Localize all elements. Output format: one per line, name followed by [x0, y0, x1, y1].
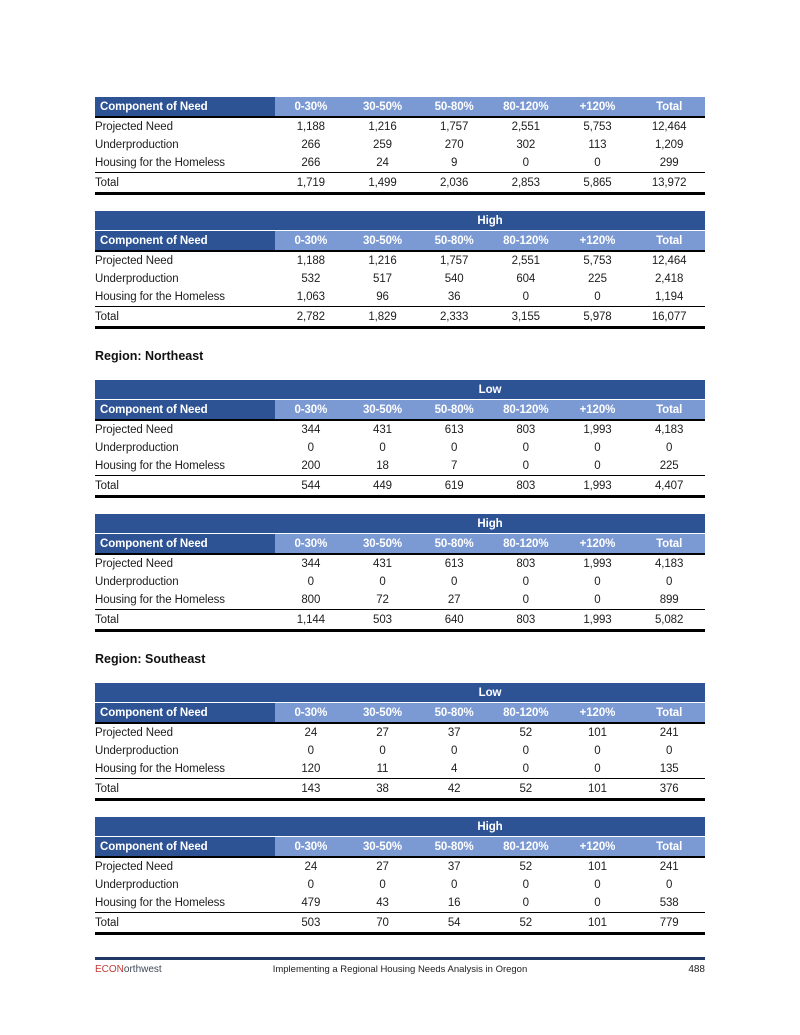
data-cell: 113	[588, 139, 607, 151]
footer-logo	[95, 964, 162, 975]
column-header: 80-120%	[490, 534, 562, 555]
data-cell: 613	[444, 424, 464, 436]
data-cell: 344	[301, 558, 321, 570]
scenario-banner-spacer	[95, 683, 275, 703]
column-header: +120%	[562, 534, 634, 555]
data-cell: 266	[301, 139, 321, 151]
component-of-need-table	[95, 817, 705, 935]
total-cell: 5,082	[633, 610, 705, 631]
data-cell: 11	[376, 763, 389, 775]
region-heading: Region: Northeast	[95, 349, 204, 363]
needs-table	[95, 211, 705, 329]
total-cell: 503	[275, 913, 347, 934]
row-label: Underproduction	[95, 745, 179, 757]
data-cell: 0	[594, 291, 601, 303]
total-cell: 3,155	[490, 307, 562, 328]
data-cell: 0	[522, 763, 529, 775]
data-cell: 241	[659, 861, 679, 873]
total-row-label: Total	[95, 307, 275, 328]
column-header-row	[95, 837, 705, 858]
data-cell: 259	[373, 139, 392, 151]
data-cell: 0	[522, 594, 529, 606]
footer-logo-northwest: orthwest	[123, 964, 162, 975]
column-header-component: Component of Need	[95, 231, 275, 252]
data-cell: 1,993	[583, 558, 612, 570]
scenario-banner-row	[95, 380, 705, 400]
total-cell: 640	[418, 610, 490, 631]
data-cell: 517	[373, 273, 392, 285]
needs-table	[95, 514, 705, 632]
data-cell: 241	[659, 727, 679, 739]
row-label: Housing for the Homeless	[95, 291, 225, 303]
column-header-component: Component of Need	[95, 534, 275, 555]
scenario-banner-label: High	[275, 817, 705, 837]
data-cell: 0	[450, 745, 458, 757]
column-header: 0-30%	[275, 400, 347, 421]
data-cell: 1,757	[440, 121, 469, 133]
data-cell: 604	[516, 273, 536, 285]
row-label: Housing for the Homeless	[95, 594, 225, 606]
column-header: 50-80%	[418, 97, 490, 117]
total-cell: 803	[490, 610, 562, 631]
data-cell: 2,418	[655, 273, 684, 285]
total-row-label: Total	[95, 173, 275, 194]
data-cell: 0	[450, 576, 458, 588]
data-cell: 0	[594, 594, 601, 606]
column-header: +120%	[562, 97, 634, 117]
row-label: Projected Need	[95, 727, 173, 739]
footer-title: Implementing a Regional Housing Needs Analysis in Oregon	[272, 964, 528, 975]
table-row	[95, 876, 705, 894]
data-cell: 479	[301, 897, 321, 909]
page-content	[95, 97, 705, 935]
data-cell: 532	[301, 273, 321, 285]
total-cell: 544	[275, 476, 347, 497]
data-cell: 0	[522, 879, 529, 891]
total-cell: 101	[562, 913, 634, 934]
data-cell: 0	[522, 897, 529, 909]
data-cell: 0	[307, 745, 314, 757]
table-row	[95, 573, 705, 591]
total-cell: 52	[490, 779, 562, 800]
table-row	[95, 894, 705, 913]
data-cell: 4	[450, 763, 458, 775]
data-cell: 1,216	[368, 255, 397, 267]
total-cell: 38	[347, 779, 419, 800]
column-header: 30-50%	[347, 837, 419, 858]
data-cell: 0	[450, 879, 458, 891]
data-cell: 1,993	[583, 424, 612, 436]
column-header-component: Component of Need	[95, 703, 275, 724]
scenario-banner-label: High	[275, 211, 705, 231]
data-cell: 27	[376, 861, 389, 873]
data-cell: 1,757	[440, 255, 469, 267]
table-row	[95, 439, 705, 457]
data-cell: 266	[301, 157, 321, 169]
column-header: Total	[633, 534, 705, 555]
data-cell: 24	[376, 157, 389, 169]
data-cell: 1,063	[296, 291, 325, 303]
row-label: Housing for the Homeless	[95, 897, 225, 909]
table-row	[95, 723, 705, 742]
column-header: 50-80%	[418, 703, 490, 724]
data-cell: 0	[665, 442, 673, 454]
data-cell: 2,551	[511, 121, 540, 133]
data-cell: 803	[516, 558, 536, 570]
total-row-label: Total	[95, 779, 275, 800]
total-cell: 2,782	[275, 307, 347, 328]
data-cell: 1,209	[655, 139, 684, 151]
data-cell: 0	[522, 460, 529, 472]
column-header: Total	[633, 837, 705, 858]
column-header: 50-80%	[418, 837, 490, 858]
total-cell: 2,853	[490, 173, 562, 194]
row-label: Underproduction	[95, 139, 179, 151]
column-header-row	[95, 534, 705, 555]
column-header: +120%	[562, 231, 634, 252]
column-header: 50-80%	[418, 534, 490, 555]
table-row	[95, 760, 705, 779]
column-header-row	[95, 703, 705, 724]
data-cell: 899	[659, 594, 679, 606]
data-cell: 0	[594, 879, 601, 891]
table-row	[95, 117, 705, 136]
table-row	[95, 742, 705, 760]
data-cell: 200	[301, 460, 321, 472]
total-cell: 5,978	[562, 307, 634, 328]
row-label: Projected Need	[95, 121, 173, 133]
column-header-component: Component of Need	[95, 837, 275, 858]
data-cell: 37	[447, 861, 461, 873]
data-cell: 299	[659, 157, 679, 169]
data-cell: 24	[304, 861, 318, 873]
row-label: Projected Need	[95, 424, 173, 436]
scenario-banner-spacer	[95, 514, 275, 534]
column-header: +120%	[562, 400, 634, 421]
data-cell: 4,183	[655, 424, 684, 436]
row-label: Underproduction	[95, 273, 179, 285]
total-row-label: Total	[95, 913, 275, 934]
data-cell: 4,183	[655, 558, 684, 570]
total-cell: 1,829	[347, 307, 419, 328]
total-cell: 779	[633, 913, 705, 934]
column-header: Total	[633, 400, 705, 421]
data-cell: 0	[522, 442, 529, 454]
data-cell: 302	[516, 139, 536, 151]
footer-logo-econ: ECON	[95, 964, 124, 975]
scenario-banner-label: High	[275, 514, 705, 534]
total-cell: 4,407	[633, 476, 705, 497]
needs-table	[95, 817, 705, 935]
scenario-banner-label: Low	[275, 380, 705, 400]
total-cell: 143	[275, 779, 347, 800]
total-cell: 1,993	[562, 476, 634, 497]
total-cell: 54	[418, 913, 490, 934]
table-row	[95, 136, 705, 154]
row-label: Housing for the Homeless	[95, 763, 225, 775]
data-cell: 135	[659, 763, 679, 775]
total-cell: 1,719	[275, 173, 347, 194]
data-cell: 0	[307, 576, 314, 588]
region-heading: Region: Southeast	[95, 652, 206, 666]
total-row	[95, 610, 705, 631]
row-label: Projected Need	[95, 558, 173, 570]
table-row	[95, 251, 705, 270]
data-cell: 7	[450, 460, 458, 472]
footer-page-number: 488	[688, 964, 705, 975]
column-header-component: Component of Need	[95, 97, 275, 117]
column-header: 80-120%	[490, 837, 562, 858]
data-cell: 0	[450, 442, 458, 454]
column-header: +120%	[562, 703, 634, 724]
data-cell: 1,188	[296, 255, 325, 267]
data-cell: 0	[665, 576, 673, 588]
column-header: 30-50%	[347, 703, 419, 724]
data-cell: 1,216	[368, 121, 397, 133]
column-header: 80-120%	[490, 400, 562, 421]
data-cell: 0	[522, 745, 529, 757]
data-cell: 0	[307, 879, 314, 891]
needs-table	[95, 97, 705, 195]
data-cell: 0	[594, 442, 601, 454]
total-cell: 1,993	[562, 610, 634, 631]
column-header: 50-80%	[418, 231, 490, 252]
data-cell: 613	[444, 558, 464, 570]
row-label: Underproduction	[95, 879, 179, 891]
table-row	[95, 288, 705, 307]
table-row	[95, 554, 705, 573]
column-header-row	[95, 97, 705, 117]
column-header: Total	[633, 231, 705, 252]
table-row	[95, 420, 705, 439]
total-cell: 503	[347, 610, 419, 631]
table-row	[95, 457, 705, 476]
table-row	[95, 591, 705, 610]
data-cell: 1,194	[655, 291, 684, 303]
data-cell: 225	[588, 273, 607, 285]
scenario-banner-row	[95, 817, 705, 837]
data-cell: 431	[373, 424, 392, 436]
footer-rule	[95, 957, 705, 960]
total-row-label: Total	[95, 610, 275, 631]
data-cell: 0	[665, 745, 673, 757]
table-row	[95, 857, 705, 876]
data-cell: 5,753	[583, 121, 612, 133]
table-row	[95, 154, 705, 173]
data-cell: 0	[522, 576, 529, 588]
data-cell: 538	[659, 897, 679, 909]
scenario-banner-spacer	[95, 817, 275, 837]
column-header: 0-30%	[275, 231, 347, 252]
data-cell: 431	[373, 558, 392, 570]
component-of-need-table	[95, 97, 705, 195]
data-cell: 0	[379, 576, 386, 588]
total-cell: 42	[418, 779, 490, 800]
total-row	[95, 779, 705, 800]
row-label: Housing for the Homeless	[95, 460, 225, 472]
total-cell: 1,499	[347, 173, 419, 194]
data-cell: 1,188	[296, 121, 325, 133]
data-cell: 0	[594, 157, 601, 169]
column-header: 80-120%	[490, 97, 562, 117]
data-cell: 344	[301, 424, 321, 436]
component-of-need-table	[95, 380, 705, 498]
data-cell: 96	[376, 291, 389, 303]
row-label: Underproduction	[95, 442, 179, 454]
row-label: Underproduction	[95, 576, 179, 588]
row-label: Housing for the Homeless	[95, 157, 225, 169]
column-header: 50-80%	[418, 400, 490, 421]
column-header: +120%	[562, 837, 634, 858]
row-label: Projected Need	[95, 861, 173, 873]
data-cell: 101	[588, 727, 607, 739]
column-header: 80-120%	[490, 231, 562, 252]
data-cell: 0	[379, 745, 386, 757]
column-header: 30-50%	[347, 97, 419, 117]
total-cell: 13,972	[633, 173, 705, 194]
total-cell: 2,333	[418, 307, 490, 328]
component-of-need-table	[95, 514, 705, 632]
column-header-component: Component of Need	[95, 400, 275, 421]
data-cell: 16	[447, 897, 461, 909]
total-row	[95, 476, 705, 497]
data-cell: 36	[447, 291, 461, 303]
footer-row	[95, 964, 705, 975]
total-cell: 1,144	[275, 610, 347, 631]
data-cell: 0	[594, 763, 601, 775]
total-row	[95, 913, 705, 934]
total-cell: 101	[562, 779, 634, 800]
column-header: 30-50%	[347, 534, 419, 555]
data-cell: 0	[307, 442, 314, 454]
column-header: 80-120%	[490, 703, 562, 724]
component-of-need-table	[95, 211, 705, 329]
total-cell: 2,036	[418, 173, 490, 194]
data-cell: 0	[522, 291, 529, 303]
data-cell: 12,464	[651, 121, 687, 133]
data-cell: 24	[304, 727, 318, 739]
column-header: 30-50%	[347, 231, 419, 252]
data-cell: 12,464	[651, 255, 687, 267]
data-cell: 0	[594, 460, 601, 472]
column-header-row	[95, 400, 705, 421]
total-cell: 619	[418, 476, 490, 497]
data-cell: 0	[594, 576, 601, 588]
scenario-banner-label: Low	[275, 683, 705, 703]
data-cell: 2,551	[511, 255, 540, 267]
data-cell: 52	[519, 727, 533, 739]
data-cell: 0	[522, 157, 529, 169]
total-cell: 5,865	[562, 173, 634, 194]
data-cell: 0	[594, 745, 601, 757]
data-cell: 0	[379, 879, 386, 891]
needs-table	[95, 683, 705, 801]
data-cell: 9	[450, 157, 458, 169]
component-of-need-table	[95, 683, 705, 801]
column-header-row	[95, 231, 705, 252]
data-cell: 270	[444, 139, 464, 151]
data-cell: 120	[301, 763, 321, 775]
data-cell: 0	[594, 897, 601, 909]
scenario-banner-row	[95, 514, 705, 534]
row-label: Projected Need	[95, 255, 173, 267]
column-header: 30-50%	[347, 400, 419, 421]
total-row	[95, 173, 705, 194]
data-cell: 43	[376, 897, 389, 909]
data-cell: 803	[516, 424, 536, 436]
data-cell: 800	[301, 594, 321, 606]
column-header: Total	[633, 703, 705, 724]
needs-table	[95, 380, 705, 498]
data-cell: 101	[588, 861, 607, 873]
data-cell: 37	[447, 727, 461, 739]
total-row	[95, 307, 705, 328]
data-cell: 540	[444, 273, 464, 285]
total-cell: 16,077	[633, 307, 705, 328]
total-cell: 70	[347, 913, 419, 934]
column-header: 0-30%	[275, 703, 347, 724]
total-cell: 52	[490, 913, 562, 934]
scenario-banner-spacer	[95, 380, 275, 400]
scenario-banner-spacer	[95, 211, 275, 231]
column-header: Total	[633, 97, 705, 117]
data-cell: 0	[379, 442, 386, 454]
total-row-label: Total	[95, 476, 275, 497]
total-cell: 449	[347, 476, 419, 497]
page-footer	[95, 957, 705, 975]
table-row	[95, 270, 705, 288]
data-cell: 52	[519, 861, 533, 873]
data-cell: 5,753	[583, 255, 612, 267]
total-cell: 803	[490, 476, 562, 497]
scenario-banner-row	[95, 683, 705, 703]
column-header: 0-30%	[275, 837, 347, 858]
data-cell: 225	[659, 460, 679, 472]
total-cell: 376	[633, 779, 705, 800]
data-cell: 0	[665, 879, 673, 891]
column-header: 0-30%	[275, 97, 347, 117]
data-cell: 27	[447, 594, 461, 606]
data-cell: 27	[376, 727, 389, 739]
data-cell: 18	[376, 460, 389, 472]
data-cell: 72	[376, 594, 389, 606]
column-header: 0-30%	[275, 534, 347, 555]
scenario-banner-row	[95, 211, 705, 231]
